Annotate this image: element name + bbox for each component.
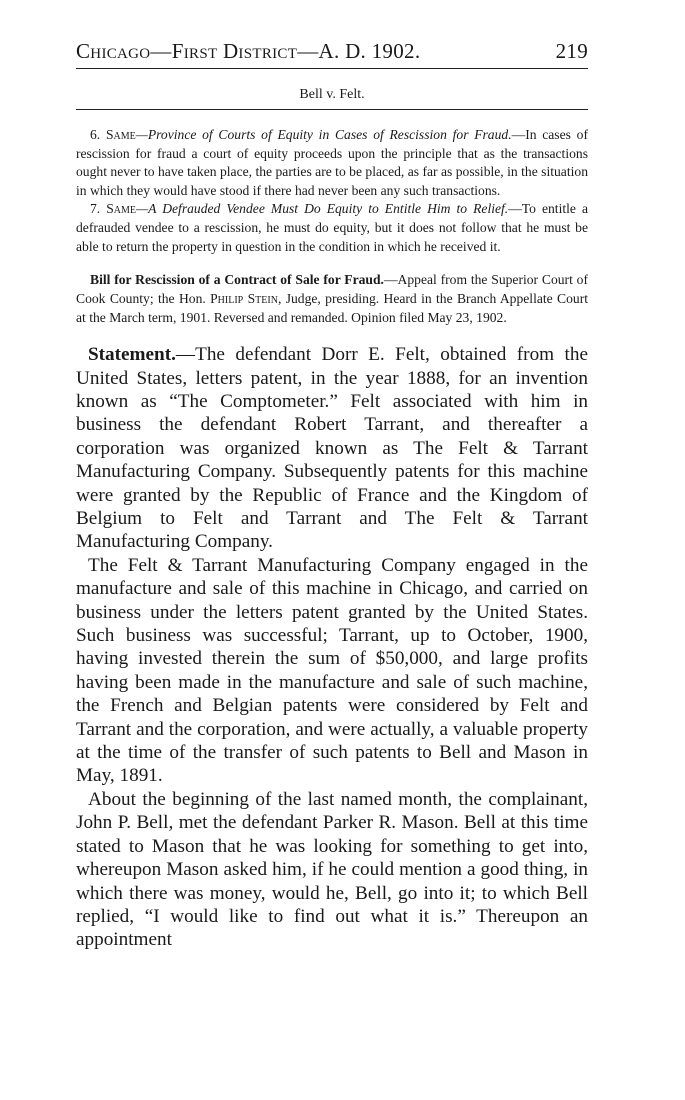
appeal-text: —Appeal from the Superior Court of Cook County; the Hon. <box>76 272 588 307</box>
running-title: Chicago—First District—A. D. 1902. <box>76 39 421 63</box>
opinion-body <box>76 343 588 952</box>
headnote-text: —In cases of rescission for fraud a court of equity proceeds upon the principle that as the transactions ought never to have taken place, the parties are to be placed, as far as possible, in the situation in which they would have stood if there had never been any such transactions. <box>76 127 588 198</box>
headnote-title: —Province of Courts of Equity in Cases of Rescission for Fraud. <box>135 127 512 142</box>
headnote-number: 6. <box>90 127 101 142</box>
appeal-paragraph <box>76 270 588 327</box>
headnotes <box>76 126 588 256</box>
body-paragraph <box>76 343 588 554</box>
headnote-number: 7. <box>90 201 101 217</box>
statement-lead: Statement. <box>88 344 176 366</box>
body-paragraph-text: —The defendant Dorr E. Felt, obtained from the United States, letters patent, in the year 1888, for an invention known as “The Comptometer.” Felt associated with him in business the defendant Robert Tarrant, and thereafter a corporation was organized known as The Felt & Tarrant Manufacturing Company. Subsequently patents for this machine were granted by the Republic of France and the Kingdom of Belgium to Felt and Tarrant and The Felt & Tarrant Manufacturing Company. <box>76 344 588 553</box>
headnote <box>76 200 588 256</box>
page-number: 219 <box>555 39 588 63</box>
running-header <box>76 38 588 64</box>
appeal-lead: Bill for Rescission of a Contract of Sale for Fraud. <box>90 272 384 288</box>
headnote <box>76 126 588 200</box>
header-rule <box>76 68 588 69</box>
case-name: Bell v. Felt. <box>299 87 365 102</box>
headnote-text: —To entitle a defrauded vendee to a rescission, he must do equity, but it does not follow that he must be able to return the property in question in the condition in which he received it. <box>76 201 588 254</box>
headnote-title: —A Defrauded Vendee Must Do Equity to Entitle Him to Relief. <box>136 201 509 217</box>
appeal-text-end: , Judge, presiding. Heard in the Branch Appellate Court at the March term, 1901. Reversed and remanded. Opinion filed May 23, 1902. <box>76 291 589 326</box>
headnote-label: Same <box>106 201 137 217</box>
document-page <box>76 38 588 952</box>
body-paragraph: The Felt & Tarrant Manufacturing Company engaged in the manufacture and sale of this machine in Chicago, and carried on business under the letters patent granted by the United States. Such business was successful; Tarrant, up to October, 1900, having invested therein the sum of $50,000, and large profits having been made in the manufacture and sale of such machine, the French and Belgian patents were considered by Felt and Tarrant and the corporation, and were actually, a valuable property at the time of the transfer of such patents to Bell and Mason in May, 1891. <box>76 554 588 787</box>
headnote-label: Same <box>105 127 136 142</box>
case-name-rule <box>76 109 588 110</box>
judge-name: Philip Stein <box>210 291 278 307</box>
body-paragraph: About the beginning of the last named month, the complainant, John P. Bell, met the defendant Parker R. Mason. Bell at this time stated to Mason that he was looking for something to get into, whereupon Mason asked him, if he could mention a good thing, in which there was money, would he, Bell, go into it; to which Bell replied, “I would like to find out what it is.” Thereupon an appointment <box>76 788 588 951</box>
